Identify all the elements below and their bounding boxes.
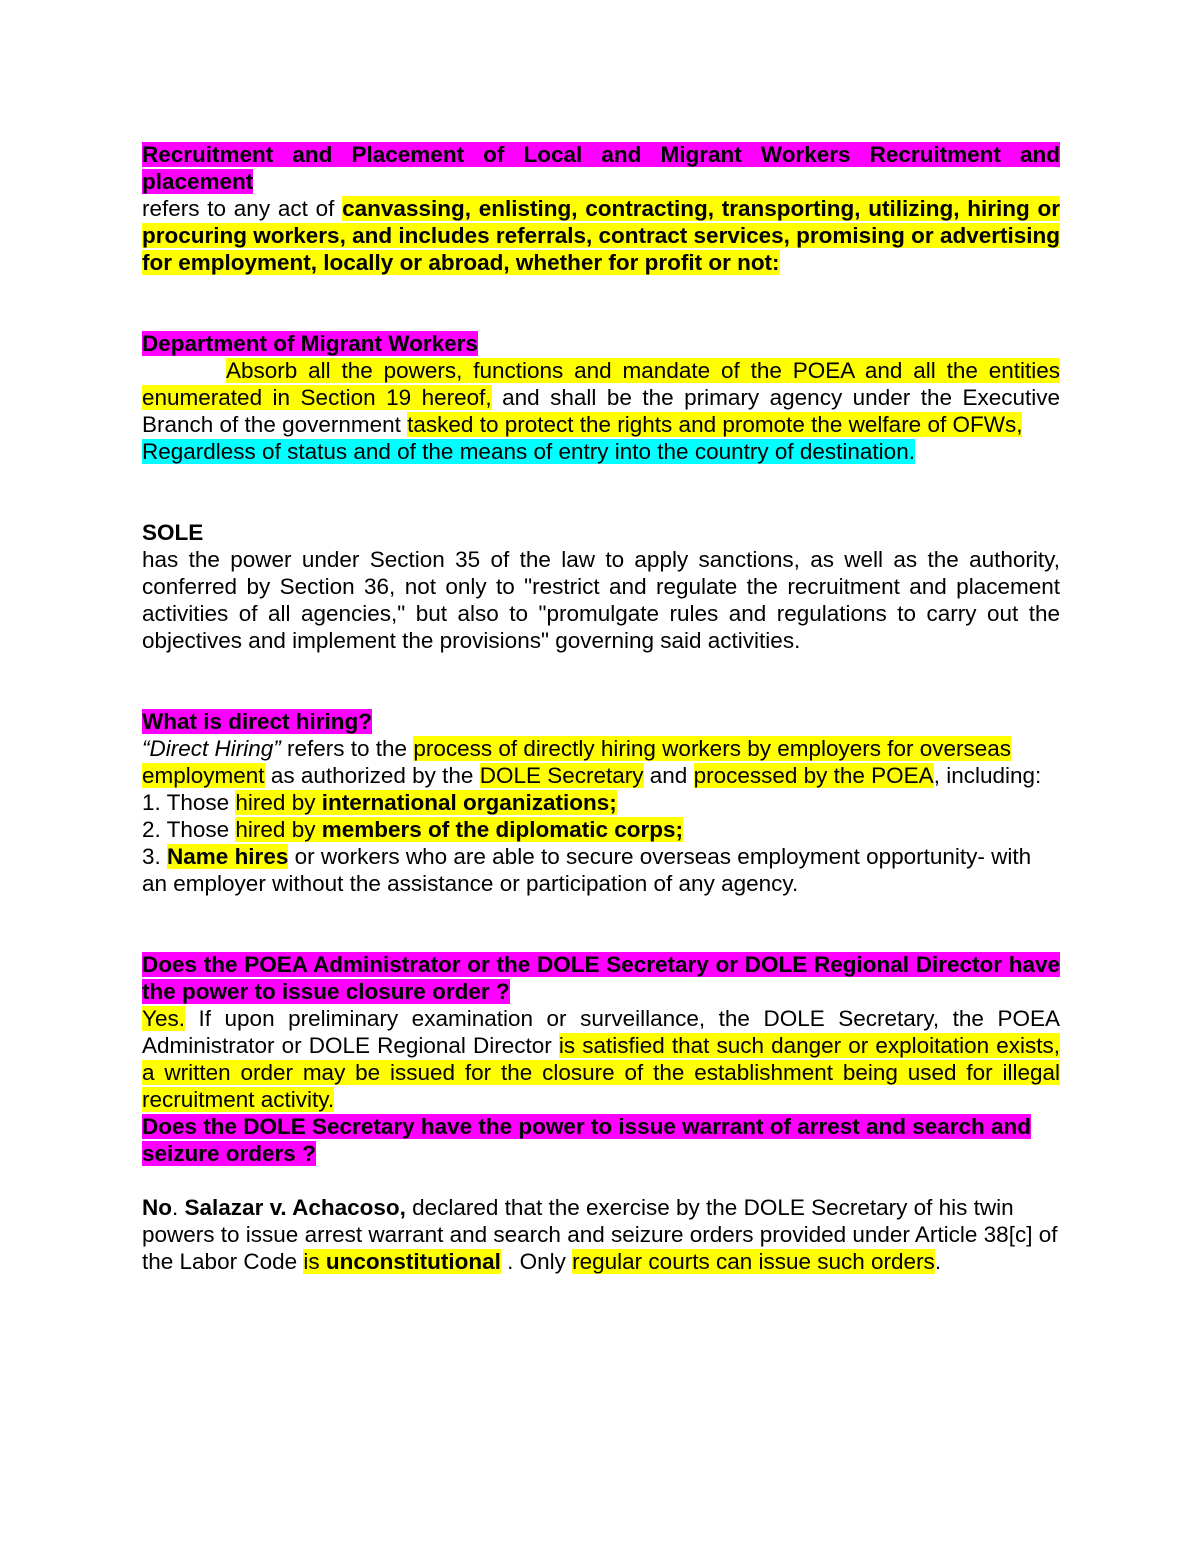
list-item-1-prefix: 1. Those — [142, 790, 236, 815]
heading-sole: SOLE — [142, 520, 204, 545]
section-sole — [142, 519, 1060, 654]
dh-text-1: refers to the — [280, 736, 414, 761]
document-page — [142, 141, 1060, 1275]
heading-warrant: Does the DOLE Secretary have the power to issue warrant of arrest and search and seizure orders ? — [142, 1114, 1032, 1166]
spacer — [142, 465, 1060, 519]
warrant-text-3: . Only — [500, 1249, 573, 1274]
dmw-text-3: tasked to protect the rights and promote the welfare of OFWs, — [407, 412, 1023, 437]
dh-text-7: , including: — [933, 763, 1042, 788]
recruitment-text-1: refers to any act of — [142, 196, 343, 221]
spacer — [142, 1167, 1060, 1194]
heading-dmw: Department of Migrant Workers — [142, 331, 478, 356]
dmw-text-4: Regardless of status and of the means of entry into the country of destination. — [142, 439, 915, 464]
dh-text-2: process of directly hiring workers by employers for overseas employment — [142, 736, 1012, 788]
dh-text-3: as authorized by the — [264, 763, 480, 788]
dh-text-5: and — [643, 763, 694, 788]
section-recruitment — [142, 141, 1060, 276]
case-name: Salazar v. Achacoso, — [184, 1195, 406, 1220]
warrant-answer-no: No — [142, 1195, 172, 1220]
section-warrant-answer — [142, 1194, 1060, 1275]
section-direct-hiring — [142, 708, 1060, 897]
section-warrant-heading — [142, 1113, 1060, 1167]
list-item-2-bold: members of the diplomatic corps; — [321, 817, 684, 842]
warrant-text-1: . — [172, 1195, 185, 1220]
spacer — [142, 276, 1060, 330]
dmw-text-1: Absorb all the powers, functions and mandate of the POEA and all the entities enumerated in Section 19 hereof, — [142, 358, 1060, 410]
dh-text-6: processed by the POEA — [693, 763, 934, 788]
list-item-3-prefix: 3. — [142, 844, 168, 869]
warrant-text-2: declared that the exercise by the DOLE Secretary of his twin powers to issue arrest warrant and search and seizure orders provided under Article 38[c] of the Labor Code — [142, 1195, 1058, 1274]
list-item-2-highlight: hired by — [235, 817, 322, 842]
list-item-3-bold: Name hires — [167, 844, 289, 869]
section-dmw — [142, 330, 1060, 465]
list-item-2-prefix: 2. Those — [142, 817, 236, 842]
spacer — [142, 654, 1060, 708]
heading-direct-hiring: What is direct hiring? — [142, 709, 373, 734]
closure-answer-yes: Yes. — [142, 1006, 185, 1031]
warrant-highlight-is: is — [303, 1249, 326, 1274]
spacer — [142, 897, 1060, 951]
recruitment-definition: canvassing, enlisting, contracting, transporting, utilizing, hiring or procuring workers, and includes referrals, contract services, promising or advertising for employment, locally or abroad, whether for profit or not: — [142, 196, 1060, 275]
dh-text-4: DOLE Secretary — [479, 763, 644, 788]
sole-body: has the power under Section 35 of the law to apply sanctions, as well as the authority, conferred by Section 36, not only to "restrict and regulate the recruitment and placement activities of all agencies," but also to "promulgate rules and regulations to carry out the objectives and implement the provisions" governing said activities. — [142, 547, 1060, 653]
dmw-text-2: and shall be the primary agency under the Executive Branch of the government — [142, 385, 1060, 437]
warrant-unconstitutional: unconstitutional — [325, 1249, 501, 1274]
closure-text-2: is satisfied that such danger or exploitation exists, a written order may be issued for the closure of the establishment being used for illegal recruitment activity. — [142, 1033, 1061, 1112]
heading-recruitment: Recruitment and Placement of Local and Migrant Workers Recruitment and placement — [142, 142, 1060, 194]
list-item-1-highlight: hired by — [235, 790, 322, 815]
list-item-3-rest: or workers who are able to secure overseas employment opportunity- with an employer without the assistance or participation of any agency. — [142, 844, 1032, 896]
heading-closure-order: Does the POEA Administrator or the DOLE Secretary or DOLE Regional Director have the power to issue closure order ? — [142, 952, 1060, 1004]
warrant-regular-courts: regular courts can issue such orders — [572, 1249, 935, 1274]
list-item-1-bold: international organizations; — [321, 790, 617, 815]
section-closure-order — [142, 951, 1060, 1113]
warrant-text-5: . — [934, 1249, 942, 1274]
closure-text-1: If upon preliminary examination or surveillance, the DOLE Secretary, the POEA Administrator or DOLE Regional Director — [142, 1006, 1060, 1058]
direct-hiring-term: “Direct Hiring” — [142, 736, 281, 761]
